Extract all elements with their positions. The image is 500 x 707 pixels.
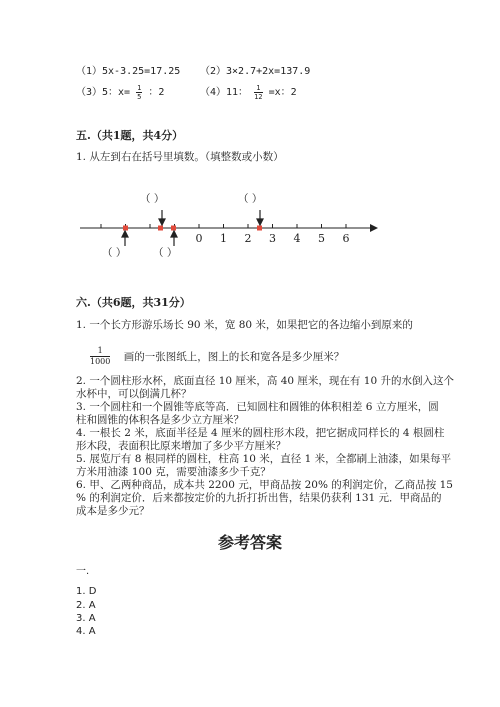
number-line-tick-label: 2 xyxy=(244,232,252,245)
problem-3-line-1: 3. 一个圆柱和一个圆锥等底等高．已知圆柱和圆锥的体积相差 6 立方厘米，圆 xyxy=(76,401,439,413)
number-line-tick-label: 3 xyxy=(269,232,276,245)
problem-1-line-2 xyxy=(90,346,344,367)
marked-point-1 xyxy=(123,226,128,231)
section-5-title: 五.（共1题，共4分） xyxy=(76,129,184,142)
equation-2: （2）3×2.7+2x=137.9 xyxy=(200,66,311,77)
problem-2-line-1: 2. 一个圆柱形水杯，底面直径 10 厘米，高 40 厘米，现在有 10 升的水倒入这个 xyxy=(76,375,454,387)
bracket-bottom-right: （ ） xyxy=(153,247,178,259)
problem-5-line-1: 5. 展览厅有 8 根同样的圆柱，柱高 10 米，直径 1 米，全都刷上油漆，如果每平 xyxy=(76,453,452,465)
arrow-down-right-head xyxy=(257,219,263,225)
arrow-up-left-head xyxy=(122,231,128,237)
number-line-tick-label: 5 xyxy=(318,232,325,245)
problem-3-line-2: 柱和圆锥的体积各是多少立方厘米？ xyxy=(76,414,244,426)
problem-6-line-3: 成本是多少元？ xyxy=(76,505,150,517)
number-line-tick-label: 0 xyxy=(195,232,203,245)
equation-3-prefix: （3）5：x= xyxy=(76,87,131,98)
equation-4-prefix: （4）11： xyxy=(200,87,249,98)
number-line-tick-label: 6 xyxy=(342,232,350,245)
equation-3 xyxy=(76,83,164,101)
arrow-up-right-head xyxy=(171,231,177,237)
problem-6-line-1: 6. 甲、乙两种商品，成本共 2200 元，甲商品按 20% 的利润定价，乙商品按 15 xyxy=(76,479,453,491)
marked-point-2 xyxy=(158,226,163,231)
number-line-ticks xyxy=(101,224,350,245)
problem-2-line-2: 水杯中，可以倒满几杯？ xyxy=(76,388,192,400)
scale-fraction: $\frac{1}{1000}$ xyxy=(90,346,111,366)
problem-5-line-2: 方米用油漆 100 克，需要油漆多少千克？ xyxy=(76,466,271,478)
equation-3-fraction: $\frac{1}{5}$ xyxy=(137,83,142,101)
problem-1-line-1: 1. 一个长方形游乐场长 90 米，宽 80 米，如果把它的各边缩小到原来的 xyxy=(76,319,413,331)
problem-4-line-2: 形木段，表面积比原来增加了多少平方厘米？ xyxy=(76,440,286,452)
equation-1: （1）5x-3.25=17.25 xyxy=(76,66,181,77)
marked-point-4 xyxy=(257,226,262,231)
equation-4-fraction: $\frac{1}{12}$ xyxy=(254,83,263,101)
number-line-arrowhead xyxy=(370,224,378,232)
answer-item-4: 4. A xyxy=(76,626,96,637)
equation-4-suffix: =x：2 xyxy=(268,87,297,98)
answers-title: 参考答案 xyxy=(217,533,282,552)
problem-4-line-1: 4. 一根长 2 米，底面半径是 4 厘米的圆柱形木段，把它据成同样长的 4 根圆柱 xyxy=(76,427,445,439)
answer-item-2: 2. A xyxy=(76,600,96,611)
problem-6-line-2: % 的利润定价．后来都按定价的九折打折出售，结果仍获利 131 元．甲商品的 xyxy=(76,492,442,504)
section-5-question: 1. 从左到右在括号里填数。（填整数或小数） xyxy=(76,151,284,163)
marked-point-3 xyxy=(171,226,176,231)
bracket-bottom-left: （ ） xyxy=(102,247,127,259)
equation-4 xyxy=(200,83,297,101)
number-line-tick-label: 1 xyxy=(220,232,227,245)
problem-1-text: 画的一张图纸上，图上的长和宽各是多少厘米？ xyxy=(123,350,345,363)
answers-part: 一. xyxy=(76,566,90,577)
bracket-top-left: （ ） xyxy=(140,193,165,205)
answer-item-1: 1. D xyxy=(76,586,97,597)
arrow-down-left-head xyxy=(159,219,165,225)
section-6-title: 六.（共6题，共31分） xyxy=(76,296,191,309)
number-line xyxy=(70,200,390,250)
equation-3-suffix: ：2 xyxy=(148,87,165,98)
answer-item-3: 3. A xyxy=(76,613,96,624)
bracket-top-right: （ ） xyxy=(238,193,263,205)
number-line-tick-label: 4 xyxy=(293,232,301,245)
